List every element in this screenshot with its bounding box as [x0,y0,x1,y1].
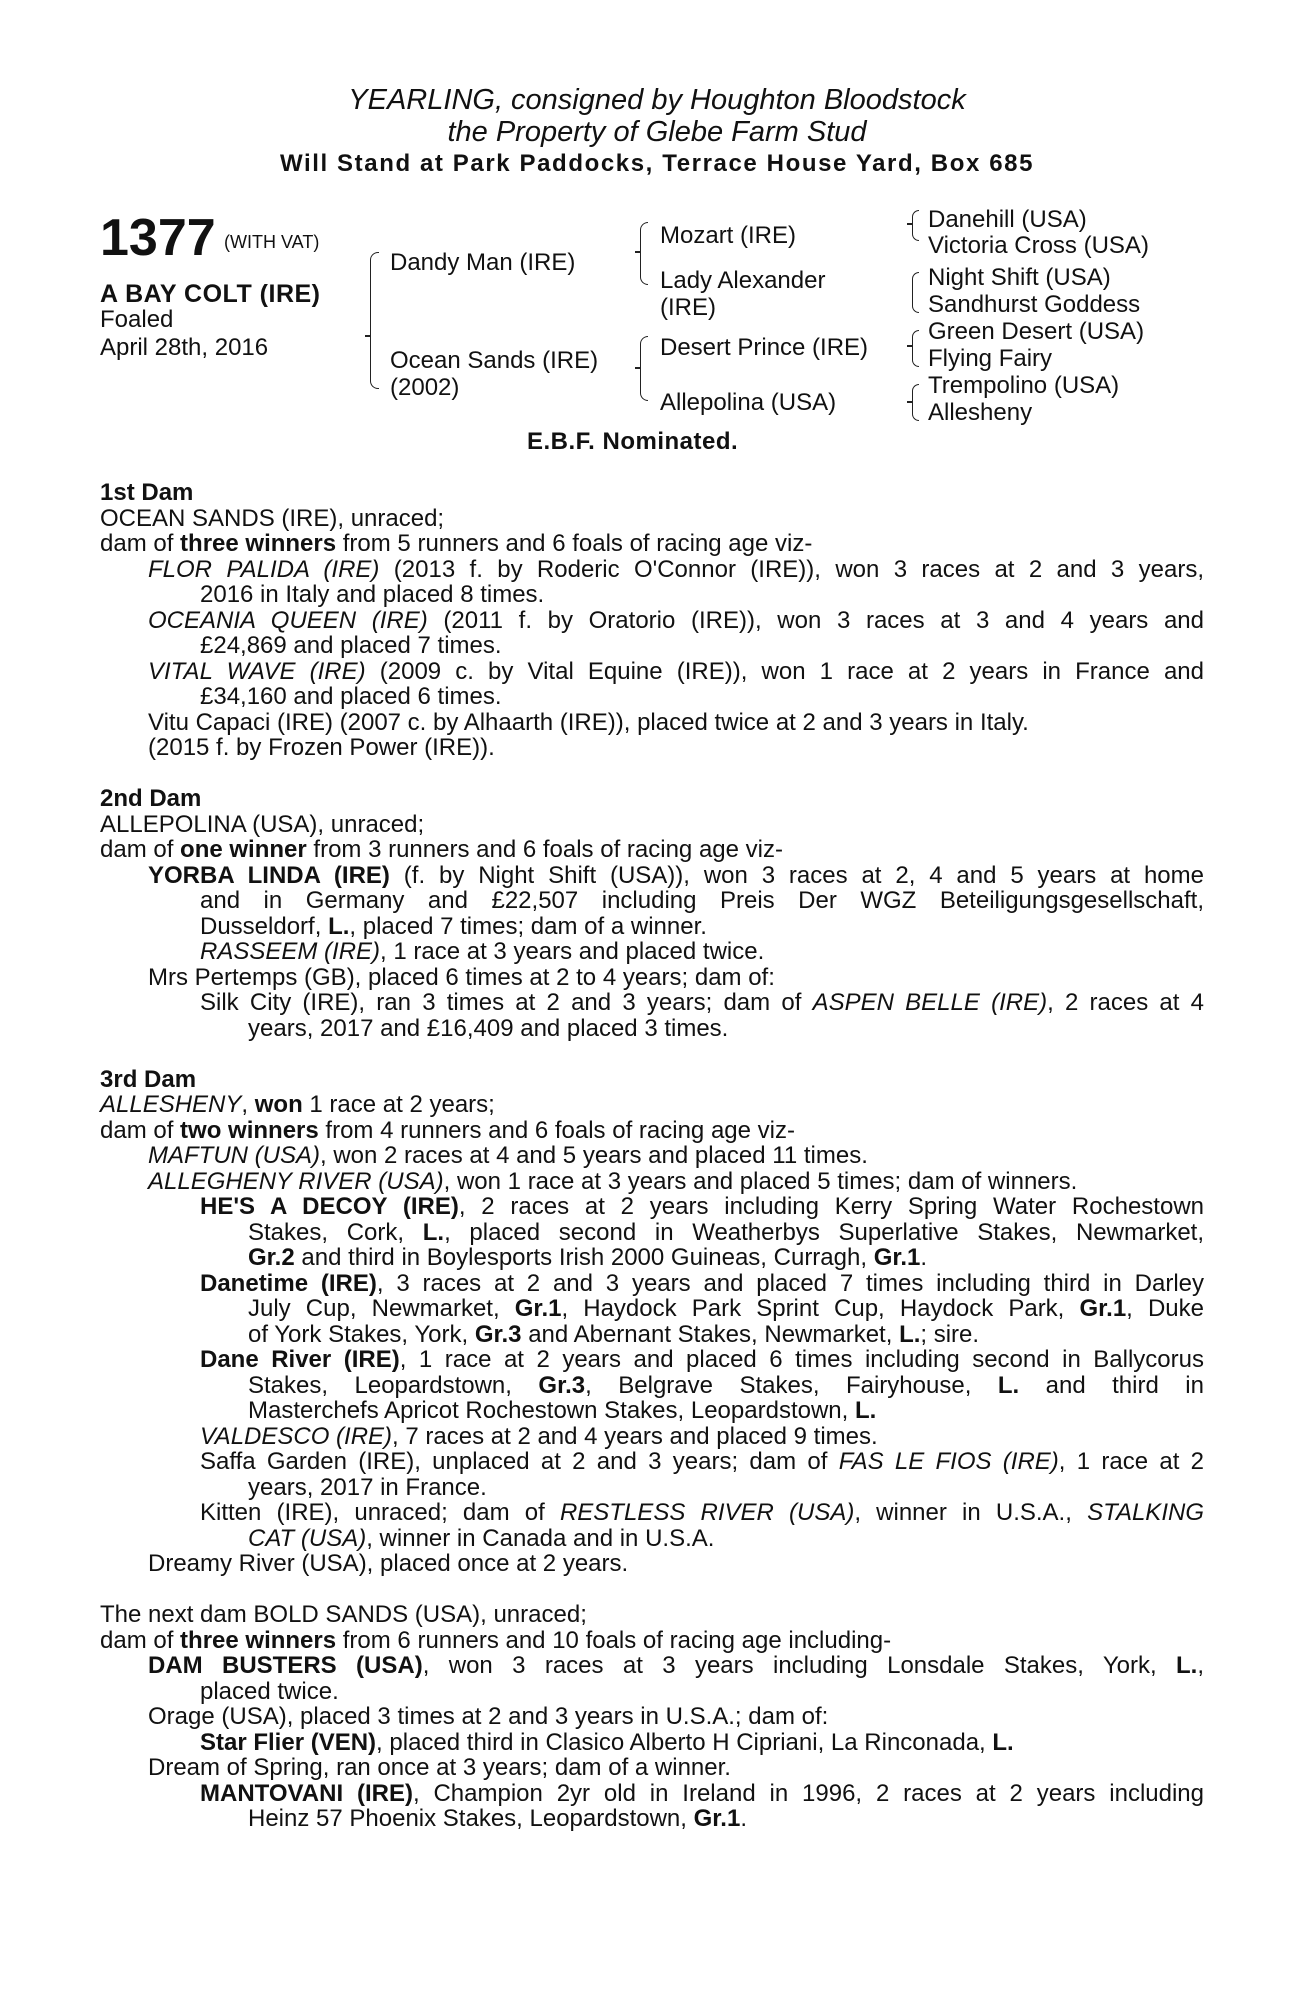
first-dam-heading: 1st Dam [100,479,194,506]
vital-wave-line1: VITAL WAVE (IRE) (2009 c. by Vital Equine (IRE)), won 1 race at 2 years in France and [148,658,1204,684]
mantovani-line2: Heinz 57 Phoenix Stakes, Leopardstown, Gr.1. [248,1805,747,1832]
brace-g3c-top [912,330,919,347]
header-consignor: YEARLING, consigned by Houghton Bloodstock [348,84,966,116]
silk-city-line1: Silk City (IRE), ran 3 times at 2 and 3 years; dam of ASPEN BELLE (IRE), 2 races at 4 [200,990,1204,1016]
valdesco: VALDESCO (IRE), 7 races at 2 and 4 years and placed 9 times. [200,1422,878,1450]
kitten-line2: CAT (USA), winner in Canada and in U.S.A. [248,1524,715,1552]
spacer [100,761,1204,787]
horse-title: A BAY COLT (IRE) [100,280,321,308]
brace-g3d-top [912,384,919,403]
dane-river-line2: Stakes, Leopardstown, Gr.3, Belgrave Stakes, Fairyhouse, L. and third in [248,1372,1204,1398]
danetime-line1: Danetime (IRE), 3 races at 2 and 3 years and placed 7 times including third in Darley [200,1270,1204,1296]
brace-g3b-bottom [912,292,919,313]
brace-g3d-bottom [912,402,919,421]
second-dam-line1: ALLEPOLINA (USA), unraced; [100,810,425,838]
vital-wave-line2: £34,160 and placed 6 times. [200,683,502,710]
dam-busters-line1: DAM BUSTERS (USA), won 3 races at 3 years including Lonsdale Stakes, York, L., [148,1653,1204,1679]
ped-dam-year: (2002) [390,374,460,401]
next-dam-line1: The next dam BOLD SANDS (USA), unraced; [100,1601,587,1628]
ped-g3-3: Night Shift (USA) [928,264,1111,291]
foaled-label: Foaled [100,306,174,333]
third-dam-line1: ALLESHENY, won 1 race at 2 years; [100,1091,495,1118]
third-dam-line2: dam of two winners from 4 runners and 6 foals of racing age viz- [100,1116,795,1144]
lot-number: 1377 [100,209,216,267]
brace-g3a-top [912,210,919,225]
ped-g3-6: Flying Fairy [928,345,1053,372]
danetime-line2: July Cup, Newmarket, Gr.1, Haydock Park Sprint Cup, Haydock Park, Gr.1, Duke [248,1296,1204,1322]
next-dam-line2: dam of three winners from 6 runners and 10 foals of racing age including- [100,1626,892,1654]
brace-sire-bottom [640,252,648,285]
ped-g3-4: Sandhurst Goddess [928,291,1141,318]
brace-gen1-top [370,252,379,337]
brace-g3c-tick [907,345,913,347]
brace-dam-bottom [640,368,648,401]
dam-busters-line2: placed twice. [200,1677,339,1705]
header-location: Will Stand at Park Paddocks, Terrace House Yard, Box 685 [279,150,1035,177]
brace-g3a-tick [907,223,913,225]
yorba-linda-line1: YORBA LINDA (IRE) (f. by Night Shift (USA)), won 3 races at 2, 4 and 5 years at home [148,862,1204,888]
brace-g3c-bottom [912,346,919,367]
brace-sire-tick [635,251,641,253]
ped-dam: Ocean Sands (IRE) [390,347,599,374]
silk-city-line2: years, 2017 and £16,409 and placed 3 times. [248,1014,729,1042]
hes-a-decoy-line2: Stakes, Cork, L., placed second in Weatherbys Superlative Stakes, Newmarket, [248,1219,1204,1245]
brace-dam-top [640,336,648,369]
ped-sire-sire: Mozart (IRE) [660,222,797,249]
dream-of-spring: Dream of Spring, ran once at 3 years; dam of a winner. [148,1754,731,1781]
lot-vat: (WITH VAT) [224,232,320,252]
rasseem: RASSEEM (IRE), 1 race at 3 years and placed twice. [200,938,765,965]
hes-a-decoy-line1: HE'S A DECOY (IRE), 2 races at 2 years including Kerry Spring Water Rochestown [200,1194,1204,1220]
yorba-linda-line2: and in Germany and £22,507 including Preis Der WGZ Beteiligungsgesellschaft, [200,888,1204,914]
spacer [100,1577,1204,1603]
spacer [100,1041,1204,1067]
header-property: the Property of Glebe Farm Stud [447,116,867,148]
kitten-line1: Kitten (IRE), unraced; dam of RESTLESS RIVER (USA), winner in U.S.A., STALKING [200,1500,1204,1526]
mrs-pertemps: Mrs Pertemps (GB), placed 6 times at 2 to 4 years; dam of: [148,963,775,991]
second-dam-heading: 2nd Dam [100,785,202,812]
dane-river-line3: Masterchefs Apricot Rochestown Stakes, Leopardstown, L. [248,1397,877,1424]
ped-sire-dam-line1: Lady Alexander [660,267,826,294]
ped-g3-7: Trempolino (USA) [928,372,1120,399]
ped-sire-dam-line2: (IRE) [660,294,716,321]
flor-palida-line2: 2016 in Italy and placed 8 times. [200,581,545,608]
brace-sire-top [640,222,648,253]
saffa-garden-line1: Saffa Garden (IRE), unplaced at 2 and 3 years; dam of FAS LE FIOS (IRE), 1 race at 2 [200,1449,1204,1475]
star-flier: Star Flier (VEN), placed third in Clasico Alberto H Cipriani, La Rinconada, L. [200,1728,1014,1756]
allegheny-river: ALLEGHENY RIVER (USA), won 1 race at 3 years and placed 5 times; dam of winners. [148,1167,1078,1195]
second-dam-line2: dam of one winner from 3 runners and 6 foals of racing age viz- [100,836,783,863]
dreamy-river: Dreamy River (USA), placed once at 2 years. [148,1550,629,1577]
ped-g3-2: Victoria Cross (USA) [928,232,1149,259]
maftun: MAFTUN (USA), won 2 races at 4 and 5 years and placed 11 times. [148,1142,868,1169]
danetime-line3: of York Stakes, York, Gr.3 and Abernant Stakes, Newmarket, L.; sire. [248,1320,980,1348]
brace-g3a-bottom [912,224,919,241]
dane-river-line1: Dane River (IRE), 1 race at 2 years and placed 6 times including second in Ballycorus [200,1347,1204,1373]
brace-gen1-bottom [370,336,379,389]
foal-2015: (2015 f. by Frozen Power (IRE)). [148,734,495,761]
ped-sire: Dandy Man (IRE) [390,249,576,276]
ped-g3-8: Allesheny [928,399,1033,426]
orage: Orage (USA), placed 3 times at 2 and 3 years in U.S.A.; dam of: [148,1703,829,1730]
ped-dam-dam: Allepolina (USA) [660,389,837,416]
flor-palida-line1: FLOR PALIDA (IRE) (2013 f. by Roderic O'Connor (IRE)), won 3 races at 2 and 3 years, [148,556,1204,582]
saffa-garden-line2: years, 2017 in France. [248,1473,487,1501]
oceania-queen-line1: OCEANIA QUEEN (IRE) (2011 f. by Oratorio (IRE)), won 3 races at 3 and 4 years and [148,607,1204,633]
mantovani-line1: MANTOVANI (IRE), Champion 2yr old in Ireland in 1996, 2 races at 2 years including [200,1780,1204,1806]
third-dam-heading: 3rd Dam [100,1065,197,1093]
hes-a-decoy-line3: Gr.2 and third in Boylesports Irish 2000 Guineas, Curragh, Gr.1. [248,1244,928,1271]
ped-g3-1: Danehill (USA) [928,206,1087,233]
first-dam-line2: dam of three winners from 5 runners and 6 foals of racing age viz- [100,530,813,557]
ebf-nominated: E.B.F. Nominated. [527,428,739,455]
ped-g3-5: Green Desert (USA) [928,318,1145,345]
oceania-queen-line2: £24,869 and placed 7 times. [200,632,502,659]
ped-dam-sire: Desert Prince (IRE) [660,334,869,361]
first-dam-line1: OCEAN SANDS (IRE), unraced; [100,504,445,532]
foaled-date: April 28th, 2016 [100,334,269,361]
brace-g3b-top [912,272,919,293]
dam-details [100,480,1204,1832]
brace-dam-tick [635,367,641,369]
vitu-capaci: Vitu Capaci (IRE) (2007 c. by Alhaarth (IRE)), placed twice at 2 and 3 years in Italy. [148,708,1029,736]
brace-gen1-tick [365,335,371,337]
brace-g3d-tick [907,401,913,403]
yorba-linda-line3: Dusseldorf, L., placed 7 times; dam of a winner. [200,912,707,940]
